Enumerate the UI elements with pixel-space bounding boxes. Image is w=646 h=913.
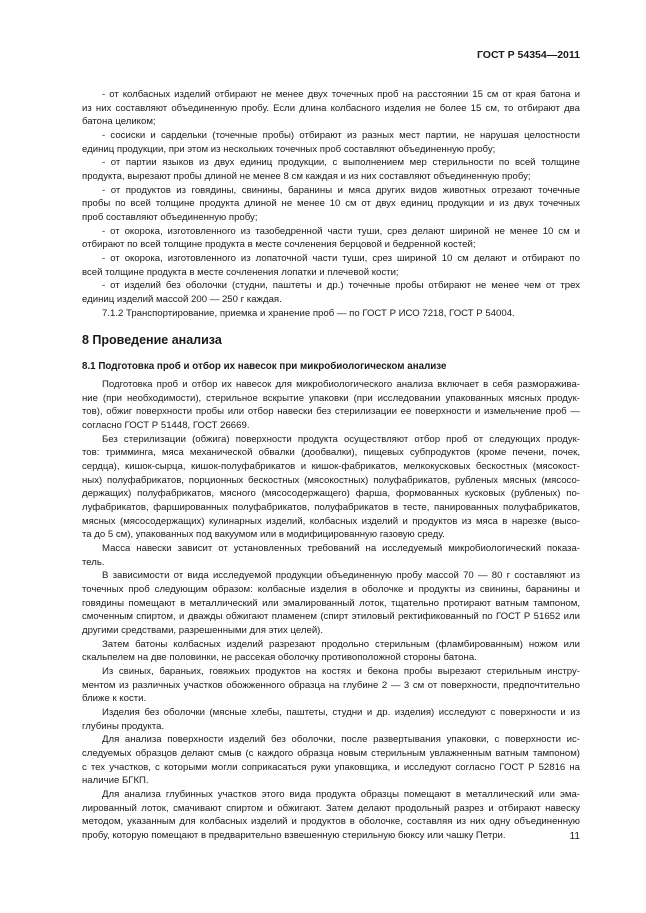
text-line: продукта, вырезают пробы длиной не менее 8 см каждая и из них составляют объединенную пробу; bbox=[82, 170, 531, 182]
text-line: пробу, которую помещают в предварительно взвешенную стерильную бюксу или чашку Петри. bbox=[82, 829, 506, 841]
paragraph bbox=[82, 88, 580, 129]
text-line: ближе к кости. bbox=[82, 693, 147, 705]
paragraph bbox=[82, 433, 580, 542]
text-line: глубины продукта. bbox=[82, 720, 165, 732]
text-line: Подготовка проб и отбор их навесок для микробиологического анализа включает в себя разморажива- bbox=[102, 379, 580, 391]
paragraph bbox=[82, 129, 580, 156]
text-line: единиц продукции, при этом из нескольких точечных проб составляют объединенную пробу; bbox=[82, 143, 496, 155]
text-line: тов), обжиг поверхности пробы или отбор навески без стерилизации ее поверхности и измельчение проб — bbox=[82, 406, 580, 418]
paragraph bbox=[82, 279, 580, 306]
paragraph bbox=[82, 569, 580, 637]
section-heading: 8 Проведение анализа bbox=[82, 333, 222, 348]
text-line: тель. bbox=[82, 556, 105, 568]
text-line: - от окорока, изготовленного из тазобедренной части туши, срез делают шириной не менее 10 см и bbox=[102, 225, 580, 237]
paragraph bbox=[82, 638, 580, 665]
text-line: - от окорока, изготовленного из лопаточной части туши, срез шириной 10 см делают и отбирают по bbox=[102, 252, 580, 264]
document-body bbox=[82, 88, 580, 842]
text-line: луфабрикатов, фаршированных полуфабрикатов, полуфабрикатов в тесте, панированных полуфабрикатов, bbox=[82, 502, 580, 514]
text-line: держащих) полуфабрикатов, мясного (мясосодержащего) фарша, формованных кусковых (рубленых) по- bbox=[82, 488, 580, 500]
text-line: лированный лоток, смачивают спиртом и обжигают. Затем делают продольный разрез и отбирают навеску bbox=[82, 802, 580, 814]
paragraph bbox=[82, 378, 580, 433]
text-line: из них составляют объединенную пробу. Если длина колбасного изделия не более 15 см, то отбирают два bbox=[82, 102, 580, 114]
paragraph bbox=[82, 184, 580, 225]
text-line: батона целиком; bbox=[82, 116, 156, 128]
paragraph bbox=[82, 706, 580, 733]
document-header-id: ГОСТ Р 54354—2011 bbox=[476, 49, 580, 61]
paragraph bbox=[82, 156, 580, 183]
paragraph bbox=[82, 307, 580, 321]
text-line: - от продуктов из говядины, свинины, баранины и мяса других видов животных отрезают точечные bbox=[102, 184, 580, 196]
text-line: тов: тримминга, мяса механической обвалки (дообвалки), пищевых субпродуктов (кроме печени, почек, bbox=[82, 447, 580, 459]
subsection-heading: 8.1 Подготовка проб и отбор их навесок при микробиологическом анализе bbox=[82, 361, 447, 373]
text-line: та до 5 см), упакованных под вакуумом или в модифицированную газовую среду. bbox=[82, 529, 445, 541]
text-line: Для анализа поверхности изделий без оболочки, после развертывания упаковки, с поверхности ис- bbox=[102, 734, 580, 746]
text-line: ние (при необходимости), стерильное вскрытие упаковки (при исследовании упакованных мясных продук- bbox=[82, 392, 580, 404]
paragraph bbox=[82, 542, 580, 569]
text-line: говядины помещают в металлический или эмалированный лоток, тщательно протирают ватным тампоном, bbox=[82, 597, 580, 609]
text-line: Из свиных, бараньих, говяжьих продуктов на костях и бекона пробы вырезают стерильным инстру- bbox=[102, 665, 580, 677]
paragraph bbox=[82, 252, 580, 279]
paragraph bbox=[82, 225, 580, 252]
text-line: Изделия без оболочки (мясные хлебы, паштеты, студни и др. изделия) исследуют с поверхности и из bbox=[102, 706, 580, 718]
text-line: Для анализа глубинных участков этого вида продукта образцы помещают в металлический или эма- bbox=[102, 788, 580, 800]
text-line: В зависимости от вида исследуемой продукции объединенную пробу массой 70 — 80 г составляют из bbox=[102, 570, 580, 582]
text-line: Масса навески зависит от установленных требований на исследуемый микробиологический показа- bbox=[102, 543, 580, 555]
text-line: следуемых образцов делают смыв (с каждого образца новым стерильным увлажненным ватным тампоном) bbox=[82, 747, 580, 759]
text-line: - сосиски и сардельки (точечные пробы) отбирают из разных мест партии, не нарушая целостности bbox=[102, 129, 580, 141]
paragraph bbox=[82, 665, 580, 706]
text-line: - от колбасных изделий отбирают не менее двух точечных проб на расстоянии 15 см от края батона и bbox=[102, 89, 580, 100]
text-line: мясных (мясосодержащих) кулинарных изделий, колбасных изделий и продуктов из мяса в нарезке (высо- bbox=[82, 515, 580, 527]
text-line: проб составляют объединенную пробу; bbox=[82, 211, 258, 223]
text-line: скальпелем на две половинки, не рассекая оболочку противоположной стороны батона. bbox=[82, 652, 477, 664]
text-line: согласно ГОСТ Р 51448, ГОСТ 26669. bbox=[82, 420, 250, 432]
text-line: сердца), кишок-сырца, кишок-полуфабрикатов и кишок-фабрикатов, мелкокусковых бескостных (мясокост- bbox=[82, 461, 580, 473]
text-line: ментом из различных участков обожженного образца на глубине 2 — 3 см от поверхности, предпочтительно bbox=[82, 679, 580, 691]
text-line: единиц изделий массой 200 — 250 г каждая. bbox=[82, 293, 282, 305]
paragraph bbox=[82, 788, 580, 843]
text-line: отбирают по всей толщине продукта в месте сочленения берцовой и бедренной костей; bbox=[82, 239, 476, 251]
text-line: - от партии языков из двух единиц продукции, с выполнением мер стерильности по всей толщине bbox=[102, 157, 580, 169]
paragraph bbox=[82, 733, 580, 788]
text-line: с тех участков, с которыми могли соприкасаться руки упаковщика, и исследуют согласно ГОСТ Р 52816 на bbox=[82, 761, 580, 773]
text-line: - от изделий без оболочки (студни, паштеты и др.) точечные пробы отбирают не менее чем от трех bbox=[102, 280, 580, 292]
text-line: Затем батоны колбасных изделий разрезают продольно стерильным (фламбированным) ножом или bbox=[102, 638, 580, 650]
text-line: точечных проб следующим образом: колбасные изделия в оболочке и продукты из свинины, баранины и bbox=[82, 584, 580, 595]
text-line: методом, указанным для колбасных изделий и продуктов в оболочке, составляя из них одну объединенную bbox=[82, 816, 580, 828]
text-line: пробы по всей толщине продукта длиной не менее 10 см от двух единиц продукции и из двух точечных bbox=[82, 198, 580, 210]
text-line: ных) полуфабрикатов, порционных бескостных (мясокостных) полуфабрикатов, рубленых мясных (мясосо- bbox=[82, 474, 580, 486]
text-line: другими средствами, разрешенными для этих целей). bbox=[82, 624, 324, 636]
text-line: смоченным спиртом, и дважды обжигают пламенем (спирт этиловый ректификованный по ГОСТ Р 51652 или bbox=[82, 611, 580, 623]
text-line: Без стерилизации (обжига) поверхности продукта осуществляют отбор проб от следующих продук- bbox=[102, 433, 580, 445]
text-line: 7.1.2 Транспортирование, приемка и хранение проб — по ГОСТ Р ИСО 7218, ГОСТ Р 54004. bbox=[102, 307, 515, 319]
page-number: 11 bbox=[569, 831, 580, 842]
text-line: наличие БГКП. bbox=[82, 775, 149, 787]
text-line: всей толщине продукта в месте сочленения лопатки и плечевой кости; bbox=[82, 266, 399, 278]
